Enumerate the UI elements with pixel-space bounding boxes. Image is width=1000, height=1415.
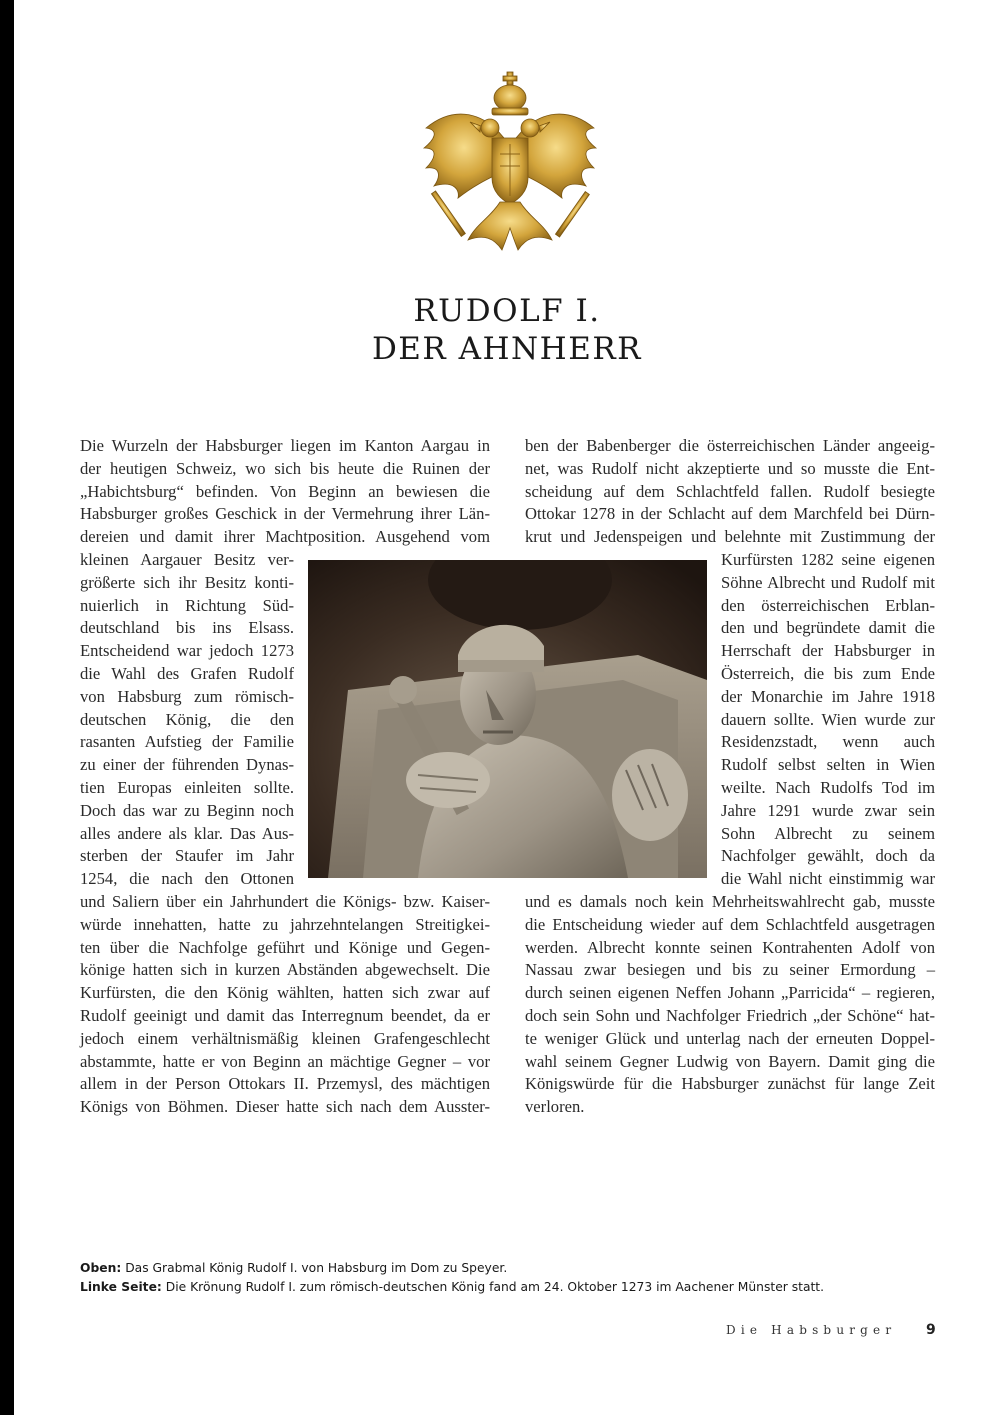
text-line: Residenzstadt, wenn auch xyxy=(721,732,935,752)
text-line: abstammte, hatte er von Beginn an mächtige Gegner – vor xyxy=(80,1051,490,1071)
chapter-title-line-1: RUDOLF I. xyxy=(413,293,601,329)
text-line: die Wahl nicht einstimmig war xyxy=(721,869,935,889)
text-line: Österreich, die bis zum Ende xyxy=(721,664,935,683)
text-line: Jahre 1291 wurde zwar sein xyxy=(721,800,935,820)
text-line: ben der Babenberger die österreichischen Länder angeeig- xyxy=(525,436,935,455)
text-line: den und begründete damit die xyxy=(721,618,935,638)
text-line: „Habichtsburg“ befinden. Von Beginn an bewiesen die xyxy=(80,481,490,501)
chapter-title-line-2: DER AHNHERR xyxy=(371,331,643,367)
text-line: Kurfürsten, die den König wählten, hatten sich zwar auf xyxy=(80,983,490,1003)
text-line: te weniger Glück und unterlag nach der erneuten Doppel- xyxy=(525,1028,935,1048)
text-line: würde innehatten, hatte zu jahrzehntelangen Streitigkei- xyxy=(80,914,490,934)
text-line: Rudolf geeinigt und damit das Interregnum beendet, da er xyxy=(80,1006,490,1025)
double-headed-eagle-icon xyxy=(420,68,600,264)
text-line: Nachfolger gewählt, doch da xyxy=(721,846,935,866)
text-line: tien Europas einleiten sollte. xyxy=(80,778,294,797)
caption-top-label: Oben: xyxy=(80,1261,122,1275)
text-line: 1254, die nach den Ottonen xyxy=(80,869,294,889)
text-line: Rudolf selbst selten in Wien xyxy=(721,755,935,775)
text-line: die Entscheidung wieder auf dem Schlachtfeld ausgetragen xyxy=(525,914,935,934)
text-line: Söhne Albrecht und Rudolf mit xyxy=(721,572,935,592)
text-line: sterben der Staufer im Jahr xyxy=(80,846,294,866)
text-line: zu einer der führenden Dynas- xyxy=(80,755,294,775)
text-line: allem in der Person Ottokars II. Przemysl, des mächtigen xyxy=(80,1074,490,1094)
text-line: von Habsburg zum römisch- xyxy=(80,686,294,706)
text-line: alles andere als klar. Das Aus- xyxy=(80,823,294,843)
text-line: krut und Jedenspeigen und belehnte mit Zustimmung der xyxy=(525,527,935,547)
text-line: wahl seinem Gegner Ludwig von Bayern. Damit ging die xyxy=(525,1051,935,1071)
caption-top-text: Das Grabmal König Rudolf I. von Habsburg im Dom zu Speyer. xyxy=(121,1261,508,1275)
text-line: Ottokar 1278 in der Schlacht auf dem Marchfeld bei Dürn- xyxy=(525,504,935,524)
text-line: der Monarchie im Jahre 1918 xyxy=(721,686,935,706)
text-line: ten über die Nachfolge geführt und Könige und Gegen- xyxy=(80,937,490,957)
text-line: der heutigen Schweiz, wo sich bis heute die Ruinen der xyxy=(80,458,490,478)
tomb-effigy-photo xyxy=(308,560,707,878)
text-line: deutschland bis ins Elsass. xyxy=(80,618,294,638)
text-line: Entscheidend war jedoch 1273 xyxy=(80,641,294,661)
caption-left-page-label: Linke Seite: xyxy=(80,1280,162,1294)
text-line: Königs von Böhmen. Dieser hatte sich nach dem Ausster- xyxy=(80,1097,490,1117)
text-line: und Saliern über ein Jahrhundert die Königs- bzw. Kaiser- xyxy=(80,892,490,911)
caption-top xyxy=(80,1261,507,1275)
text-line: net, was Rudolf nicht akzeptierte und so musste die Ent- xyxy=(525,458,935,478)
text-line: könige hatten sich in kurzen Abständen abgewechselt. Die xyxy=(80,960,490,980)
text-line: durch seinen eigenen Neffen Johann „Parricida“ – regieren, xyxy=(525,983,935,1003)
text-line: werden. Albrecht konnte seinen Kontrahenten Adolf von xyxy=(525,937,935,957)
text-line: Kurfürsten 1282 seine eigenen xyxy=(721,550,935,569)
text-line: weilte. Nach Rudolfs Tod im xyxy=(721,778,935,797)
page-number: 9 xyxy=(926,1322,936,1338)
text-line: den österreichischen Erblan- xyxy=(721,595,935,615)
page-spine-bar xyxy=(0,0,14,1415)
text-line: Herrschaft der Habsburger in xyxy=(721,641,935,661)
text-line: doch sein Sohn und Nachfolger Friedrich „der Schöne“ hat- xyxy=(525,1006,935,1025)
text-line: Doch das war zu Beginn noch xyxy=(80,800,294,820)
text-line: verloren. xyxy=(525,1097,585,1117)
text-line: Königswürde für die Habsburger zunächst für lange Zeit xyxy=(525,1074,935,1094)
text-line: größerte sich ihr Besitz konti- xyxy=(80,572,294,592)
chapter-title xyxy=(250,292,764,368)
caption-left-page xyxy=(80,1280,824,1294)
text-line: Die Wurzeln der Habsburger liegen im Kanton Aargau in xyxy=(80,436,490,455)
text-line: nuierlich in Richtung Süd- xyxy=(80,595,294,615)
text-line: rasanten Aufstieg der Familie xyxy=(80,732,294,752)
running-footer-title: Die Habsburger xyxy=(726,1323,897,1337)
text-line: Habsburger großes Geschick in der Vermehrung ihrer Län- xyxy=(80,504,490,524)
text-line: dauern sollte. Wien wurde zur xyxy=(721,709,935,729)
text-line: Nassau zwar besiegen und bis zu seiner Ermordung – xyxy=(525,960,935,980)
text-line: jedoch einem verhältnismäßig kleinen Grafengeschlecht xyxy=(80,1028,490,1048)
text-line: Sohn Albrecht zu seinem xyxy=(721,823,935,843)
text-line: deutschen König, die den xyxy=(80,709,294,729)
text-line: dereien und damit ihrer Machtposition. Ausgehend vom xyxy=(80,527,490,547)
text-line: kleinen Aargauer Besitz ver- xyxy=(80,550,294,569)
text-line: und es damals noch kein Mehrheitswahlrecht gab, musste xyxy=(525,892,935,911)
caption-left-page-text: Die Krönung Rudolf I. zum römisch-deutschen König fand am 24. Oktober 1273 im Aachener Münster statt. xyxy=(161,1280,825,1294)
text-line: die Wahl des Grafen Rudolf xyxy=(80,664,294,683)
text-line: scheidung auf dem Schlachtfeld fallen. Rudolf besiegte xyxy=(525,481,935,501)
